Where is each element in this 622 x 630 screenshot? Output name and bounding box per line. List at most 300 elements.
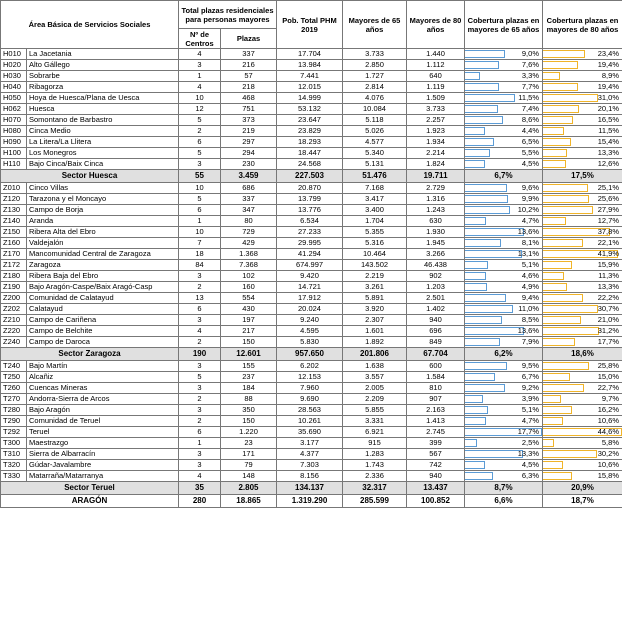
table-row bbox=[1, 159, 622, 170]
table-row bbox=[1, 93, 622, 104]
area-code: H080 bbox=[1, 126, 27, 137]
cob80-cell bbox=[543, 227, 622, 238]
header-centros: Nº de Centros bbox=[179, 29, 221, 49]
area-code: H110 bbox=[1, 159, 27, 170]
cob80-cell-value: 30,7% bbox=[597, 304, 619, 313]
mayores80-value: 2.729 bbox=[407, 183, 465, 194]
cob65-cell-bar bbox=[465, 294, 506, 302]
cob80-cell-bar bbox=[543, 417, 563, 425]
table-row bbox=[1, 293, 622, 304]
cob65-cell bbox=[465, 372, 543, 383]
mayores80-value: 1.203 bbox=[407, 282, 465, 293]
area-code: Z140 bbox=[1, 216, 27, 227]
cob80-cell-bar bbox=[543, 316, 581, 324]
mayores80-value: 1.509 bbox=[407, 93, 465, 104]
mayores65-value: 4.577 bbox=[343, 137, 407, 148]
plazas-value: 57 bbox=[221, 71, 277, 82]
cob80-cell-bar bbox=[543, 105, 579, 113]
mayores65-value: 3.400 bbox=[343, 205, 407, 216]
cob80-cell-bar bbox=[543, 72, 560, 80]
cob80-cell bbox=[543, 104, 622, 115]
mayores80-value: 907 bbox=[407, 394, 465, 405]
cob65-cell-value: 11,5% bbox=[518, 93, 539, 102]
cob65-cell-bar bbox=[465, 450, 523, 458]
plazas-value: 468 bbox=[221, 93, 277, 104]
area-name: Sierra de Albarracín bbox=[27, 449, 179, 460]
cob65-cell-value: 4,5% bbox=[521, 460, 539, 469]
cob65-cell bbox=[465, 405, 543, 416]
cob65-cell bbox=[465, 93, 543, 104]
centros-value: 1 bbox=[179, 216, 221, 227]
cob80-cell bbox=[543, 383, 622, 394]
table-row bbox=[1, 82, 622, 93]
cob65-cell bbox=[465, 438, 543, 449]
centros-value: 3 bbox=[179, 383, 221, 394]
cob80-cell-bar bbox=[543, 61, 578, 69]
centros-value: 5 bbox=[179, 194, 221, 205]
cob80-cell-value: 11,5% bbox=[598, 126, 619, 135]
cob65-cell-value: 13,3% bbox=[517, 449, 539, 458]
mayores65-value: 3.331 bbox=[343, 416, 407, 427]
centros-value: 2 bbox=[179, 416, 221, 427]
mayores65-value: 915 bbox=[343, 438, 407, 449]
cob80-cell-value: 16,2% bbox=[597, 405, 619, 414]
table-row bbox=[1, 126, 622, 137]
cob80-cell-bar bbox=[543, 406, 572, 414]
mayores65-value: 1.601 bbox=[343, 326, 407, 337]
area-code: T310 bbox=[1, 449, 27, 460]
table-row bbox=[1, 471, 622, 482]
pob-value: 674.997 bbox=[277, 260, 343, 271]
pob-value: 28.563 bbox=[277, 405, 343, 416]
sector-total-m80: 19.711 bbox=[407, 170, 465, 183]
cob80-cell bbox=[543, 71, 622, 82]
area-code: Z170 bbox=[1, 249, 27, 260]
mayores80-value: 640 bbox=[407, 71, 465, 82]
mayores65-value: 2.307 bbox=[343, 315, 407, 326]
mayores65-value: 5.316 bbox=[343, 238, 407, 249]
mayores65-value: 3.261 bbox=[343, 282, 407, 293]
pob-value: 24.568 bbox=[277, 159, 343, 170]
mayores80-value: 1.584 bbox=[407, 372, 465, 383]
mayores80-value: 2.501 bbox=[407, 293, 465, 304]
cob80-cell-bar bbox=[543, 472, 572, 480]
pob-value: 7.303 bbox=[277, 460, 343, 471]
cob65-cell-value: 9,9% bbox=[521, 194, 539, 203]
cob80-cell-bar bbox=[543, 160, 566, 168]
area-code: T292 bbox=[1, 427, 27, 438]
mayores80-value: 1.402 bbox=[407, 304, 465, 315]
area-code: H070 bbox=[1, 115, 27, 126]
pob-value: 6.534 bbox=[277, 216, 343, 227]
sector-total-m65: 32.317 bbox=[343, 482, 407, 495]
mayores80-value: 1.440 bbox=[407, 49, 465, 60]
cob80-cell-bar bbox=[543, 327, 599, 335]
grand-total-pob: 1.319.290 bbox=[277, 495, 343, 508]
cob65-cell-value: 4,9% bbox=[521, 282, 539, 291]
sector-total-c65: 8,7% bbox=[465, 482, 543, 495]
cob80-cell-value: 17,7% bbox=[597, 337, 619, 346]
table-body bbox=[1, 49, 622, 508]
sector-total-centros: 190 bbox=[179, 348, 221, 361]
cob65-cell-value: 13,6% bbox=[517, 227, 539, 236]
cob65-cell-value: 4,7% bbox=[521, 416, 539, 425]
mayores65-value: 10.084 bbox=[343, 104, 407, 115]
mayores65-value: 1.638 bbox=[343, 361, 407, 372]
plazas-value: 373 bbox=[221, 115, 277, 126]
mayores65-value: 3.557 bbox=[343, 372, 407, 383]
header-area: Área Básica de Servicios Sociales bbox=[1, 1, 179, 49]
pob-value: 17.912 bbox=[277, 293, 343, 304]
area-code: H030 bbox=[1, 71, 27, 82]
area-name: Campo de Borja bbox=[27, 205, 179, 216]
cob80-cell-bar bbox=[543, 283, 567, 291]
plazas-value: 184 bbox=[221, 383, 277, 394]
centros-value: 4 bbox=[179, 49, 221, 60]
area-code: Z172 bbox=[1, 260, 27, 271]
area-name: Cinco Villas bbox=[27, 183, 179, 194]
table-row bbox=[1, 282, 622, 293]
pob-value: 12.153 bbox=[277, 372, 343, 383]
table-row bbox=[1, 148, 622, 159]
cob65-cell-value: 9,5% bbox=[521, 361, 539, 370]
cob65-cell-value: 6,7% bbox=[521, 372, 539, 381]
mayores65-value: 6.921 bbox=[343, 427, 407, 438]
cob80-cell-bar bbox=[543, 395, 561, 403]
cob65-cell bbox=[465, 205, 543, 216]
centros-value: 3 bbox=[179, 405, 221, 416]
mayores65-value: 5.340 bbox=[343, 148, 407, 159]
cob65-cell-bar bbox=[465, 127, 485, 135]
cob65-cell-value: 11,0% bbox=[518, 304, 539, 313]
cob80-cell bbox=[543, 326, 622, 337]
table-row bbox=[1, 438, 622, 449]
cob80-cell-bar bbox=[543, 83, 578, 91]
cob80-cell-value: 13,3% bbox=[597, 148, 619, 157]
cob80-cell bbox=[543, 159, 622, 170]
area-name: Sobrarbe bbox=[27, 71, 179, 82]
cob80-cell bbox=[543, 405, 622, 416]
cob65-cell bbox=[465, 159, 543, 170]
cob80-cell-value: 27,9% bbox=[597, 205, 619, 214]
area-name: Teruel bbox=[27, 427, 179, 438]
area-code: T280 bbox=[1, 405, 27, 416]
cob80-cell-value: 30,2% bbox=[597, 449, 619, 458]
mayores80-value: 567 bbox=[407, 449, 465, 460]
table-row bbox=[1, 194, 622, 205]
cob80-cell bbox=[543, 249, 622, 260]
cob65-cell bbox=[465, 115, 543, 126]
cob80-cell bbox=[543, 271, 622, 282]
table-row bbox=[1, 205, 622, 216]
cob80-cell-value: 15,8% bbox=[597, 471, 619, 480]
mayores80-value: 1.923 bbox=[407, 126, 465, 137]
cob65-cell-bar bbox=[465, 184, 507, 192]
area-code: T250 bbox=[1, 372, 27, 383]
cob80-cell-bar bbox=[543, 127, 564, 135]
plazas-value: 197 bbox=[221, 315, 277, 326]
table-row bbox=[1, 71, 622, 82]
cob65-cell-value: 8,1% bbox=[521, 238, 539, 247]
cob65-cell bbox=[465, 271, 543, 282]
table-row bbox=[1, 383, 622, 394]
mayores65-value: 5.118 bbox=[343, 115, 407, 126]
table-row bbox=[1, 372, 622, 383]
mayores65-value: 1.727 bbox=[343, 71, 407, 82]
cob80-cell-bar bbox=[543, 50, 585, 58]
mayores80-value: 1.934 bbox=[407, 137, 465, 148]
plazas-value: 102 bbox=[221, 271, 277, 282]
cob80-cell bbox=[543, 282, 622, 293]
cob65-cell-value: 6,5% bbox=[521, 137, 539, 146]
mayores80-value: 1.824 bbox=[407, 159, 465, 170]
pob-value: 4.595 bbox=[277, 326, 343, 337]
area-name: Campo de Daroca bbox=[27, 337, 179, 348]
cob65-cell-value: 3,9% bbox=[521, 394, 539, 403]
cob65-cell-bar bbox=[465, 239, 501, 247]
cob65-cell bbox=[465, 460, 543, 471]
plazas-value: 7.368 bbox=[221, 260, 277, 271]
area-name: Somontano de Barbastro bbox=[27, 115, 179, 126]
cob80-cell-value: 10,6% bbox=[597, 460, 619, 469]
plazas-value: 217 bbox=[221, 326, 277, 337]
cob80-cell-value: 31,2% bbox=[597, 326, 619, 335]
table-row bbox=[1, 104, 622, 115]
sector-total-c65: 6,7% bbox=[465, 170, 543, 183]
cob65-cell-bar bbox=[465, 195, 508, 203]
table-row bbox=[1, 449, 622, 460]
mayores65-value: 1.704 bbox=[343, 216, 407, 227]
cob80-cell bbox=[543, 137, 622, 148]
area-code: Z130 bbox=[1, 205, 27, 216]
cob80-cell-value: 19,4% bbox=[597, 60, 619, 69]
cob80-cell-value: 13,3% bbox=[597, 282, 619, 291]
cob65-cell-bar bbox=[465, 160, 485, 168]
cob80-cell bbox=[543, 115, 622, 126]
cob80-cell bbox=[543, 460, 622, 471]
centros-value: 1 bbox=[179, 438, 221, 449]
centros-value: 5 bbox=[179, 148, 221, 159]
table-row bbox=[1, 315, 622, 326]
mayores65-value: 10.464 bbox=[343, 249, 407, 260]
cob65-cell-value: 9,6% bbox=[521, 183, 539, 192]
pob-value: 12.015 bbox=[277, 82, 343, 93]
mayores80-value: 2.163 bbox=[407, 405, 465, 416]
cob65-cell bbox=[465, 126, 543, 137]
sector-total-row bbox=[1, 170, 622, 183]
cob80-cell bbox=[543, 449, 622, 460]
cob80-cell-bar bbox=[543, 217, 566, 225]
cob65-cell-bar bbox=[465, 217, 486, 225]
table-row bbox=[1, 49, 622, 60]
sector-total-pob: 957.650 bbox=[277, 348, 343, 361]
plazas-value: 80 bbox=[221, 216, 277, 227]
cob65-cell bbox=[465, 194, 543, 205]
area-name: Mancomunidad Central de Zaragoza bbox=[27, 249, 179, 260]
mayores80-value: 2.257 bbox=[407, 115, 465, 126]
cob65-cell bbox=[465, 326, 543, 337]
area-name: La Jacetania bbox=[27, 49, 179, 60]
cob65-cell-bar bbox=[465, 272, 486, 280]
grand-total-name: ARAGÓN bbox=[1, 495, 179, 508]
mayores65-value: 2.219 bbox=[343, 271, 407, 282]
area-name: Huesca bbox=[27, 104, 179, 115]
pob-value: 23.647 bbox=[277, 115, 343, 126]
plazas-value: 23 bbox=[221, 438, 277, 449]
cob80-cell-value: 22,1% bbox=[597, 238, 619, 247]
cob65-cell bbox=[465, 183, 543, 194]
pob-value: 20.024 bbox=[277, 304, 343, 315]
centros-value: 10 bbox=[179, 183, 221, 194]
cob80-cell-bar bbox=[543, 272, 564, 280]
mayores65-value: 2.336 bbox=[343, 471, 407, 482]
table-row bbox=[1, 260, 622, 271]
cob65-cell bbox=[465, 315, 543, 326]
cob80-cell bbox=[543, 471, 622, 482]
cob80-cell bbox=[543, 126, 622, 137]
area-name: Comunidad de Calatayud bbox=[27, 293, 179, 304]
sector-total-name: Sector Teruel bbox=[1, 482, 179, 495]
cob80-cell-value: 12,6% bbox=[597, 159, 619, 168]
mayores80-value: 600 bbox=[407, 361, 465, 372]
cob65-cell-value: 10,2% bbox=[517, 205, 539, 214]
centros-value: 13 bbox=[179, 293, 221, 304]
sector-total-plazas: 3.459 bbox=[221, 170, 277, 183]
cob65-cell-bar bbox=[465, 417, 486, 425]
cob65-cell-value: 7,7% bbox=[521, 82, 539, 91]
mayores65-value: 5.855 bbox=[343, 405, 407, 416]
header-cob80: Cobertura plazas en mayores de 80 años bbox=[543, 1, 622, 49]
pob-value: 17.704 bbox=[277, 49, 343, 60]
cob80-cell-bar bbox=[543, 294, 583, 302]
cob80-cell-bar bbox=[543, 450, 597, 458]
area-name: Zaragoza bbox=[27, 260, 179, 271]
sector-total-c80: 18,6% bbox=[543, 348, 622, 361]
centros-value: 3 bbox=[179, 159, 221, 170]
area-code: H062 bbox=[1, 104, 27, 115]
centros-value: 6 bbox=[179, 137, 221, 148]
mayores80-value: 2.745 bbox=[407, 427, 465, 438]
cob80-cell-value: 20,1% bbox=[597, 104, 619, 113]
cob65-cell-bar bbox=[465, 61, 499, 69]
pob-value: 13.776 bbox=[277, 205, 343, 216]
area-code: T330 bbox=[1, 471, 27, 482]
centros-value: 2 bbox=[179, 282, 221, 293]
cob65-cell bbox=[465, 304, 543, 315]
cob65-cell-bar bbox=[465, 362, 507, 370]
area-code: Z202 bbox=[1, 304, 27, 315]
table-row bbox=[1, 60, 622, 71]
cob80-cell bbox=[543, 315, 622, 326]
plazas-value: 1.220 bbox=[221, 427, 277, 438]
area-name: Andorra-Sierra de Arcos bbox=[27, 394, 179, 405]
mayores65-value: 5.355 bbox=[343, 227, 407, 238]
mayores80-value: 940 bbox=[407, 471, 465, 482]
area-code: T260 bbox=[1, 383, 27, 394]
grand-total-c65: 6,6% bbox=[465, 495, 543, 508]
area-name: Aranda bbox=[27, 216, 179, 227]
cob65-cell-bar bbox=[465, 206, 510, 214]
centros-value: 3 bbox=[179, 60, 221, 71]
cob80-cell bbox=[543, 361, 622, 372]
area-name: Ribera Baja del Ebro bbox=[27, 271, 179, 282]
plazas-value: 337 bbox=[221, 194, 277, 205]
plazas-value: 148 bbox=[221, 471, 277, 482]
table-row bbox=[1, 361, 622, 372]
area-name: Los Monegros bbox=[27, 148, 179, 159]
cob80-cell bbox=[543, 394, 622, 405]
header-plazas: Plazas bbox=[221, 29, 277, 49]
plazas-value: 337 bbox=[221, 49, 277, 60]
cob65-cell bbox=[465, 104, 543, 115]
cob65-cell bbox=[465, 416, 543, 427]
header-pob: Pob. Total PHM 2019 bbox=[277, 1, 343, 49]
cob80-cell bbox=[543, 205, 622, 216]
pob-value: 8.156 bbox=[277, 471, 343, 482]
cob65-cell-value: 6,3% bbox=[521, 471, 539, 480]
centros-value: 6 bbox=[179, 304, 221, 315]
header-mayores65: Mayores de 65 años bbox=[343, 1, 407, 49]
area-code: T320 bbox=[1, 460, 27, 471]
cob65-cell-bar bbox=[465, 116, 503, 124]
mayores65-value: 1.892 bbox=[343, 337, 407, 348]
plazas-value: 88 bbox=[221, 394, 277, 405]
plazas-value: 79 bbox=[221, 460, 277, 471]
cob80-cell-value: 10,6% bbox=[597, 416, 619, 425]
header-cob65: Cobertura plazas en mayores de 65 años bbox=[465, 1, 543, 49]
pob-value: 29.995 bbox=[277, 238, 343, 249]
cob65-cell bbox=[465, 337, 543, 348]
pob-value: 13.984 bbox=[277, 60, 343, 71]
mayores80-value: 1.413 bbox=[407, 416, 465, 427]
area-code: Z200 bbox=[1, 293, 27, 304]
area-code: Z190 bbox=[1, 282, 27, 293]
pob-value: 20.870 bbox=[277, 183, 343, 194]
cob65-cell bbox=[465, 216, 543, 227]
mayores80-value: 742 bbox=[407, 460, 465, 471]
area-name: Ribagorza bbox=[27, 82, 179, 93]
cob80-cell-value: 15,9% bbox=[597, 260, 619, 269]
cob65-cell-bar bbox=[465, 373, 495, 381]
area-name: Cuencas Mineras bbox=[27, 383, 179, 394]
pob-value: 14.721 bbox=[277, 282, 343, 293]
area-name: Ribera Alta del Ebro bbox=[27, 227, 179, 238]
cob65-cell-bar bbox=[465, 384, 505, 392]
pob-value: 27.233 bbox=[277, 227, 343, 238]
cob65-cell-bar bbox=[465, 94, 515, 102]
cob80-cell bbox=[543, 216, 622, 227]
area-code: T270 bbox=[1, 394, 27, 405]
mayores80-value: 630 bbox=[407, 216, 465, 227]
cob65-cell-value: 3,3% bbox=[521, 71, 539, 80]
centros-value: 3 bbox=[179, 460, 221, 471]
cob80-cell bbox=[543, 416, 622, 427]
centros-value: 5 bbox=[179, 372, 221, 383]
area-name: Alto Gállego bbox=[27, 60, 179, 71]
cob65-cell bbox=[465, 394, 543, 405]
cob65-cell-value: 4,6% bbox=[521, 271, 539, 280]
cob80-cell-bar bbox=[543, 373, 570, 381]
pob-value: 53.132 bbox=[277, 104, 343, 115]
cob80-cell-value: 21,0% bbox=[597, 315, 619, 324]
plazas-value: 150 bbox=[221, 416, 277, 427]
mayores65-value: 143.502 bbox=[343, 260, 407, 271]
mayores80-value: 810 bbox=[407, 383, 465, 394]
area-code: Z160 bbox=[1, 238, 27, 249]
area-name: Alcañiz bbox=[27, 372, 179, 383]
cob65-cell-bar bbox=[465, 472, 493, 480]
cob65-cell bbox=[465, 71, 543, 82]
